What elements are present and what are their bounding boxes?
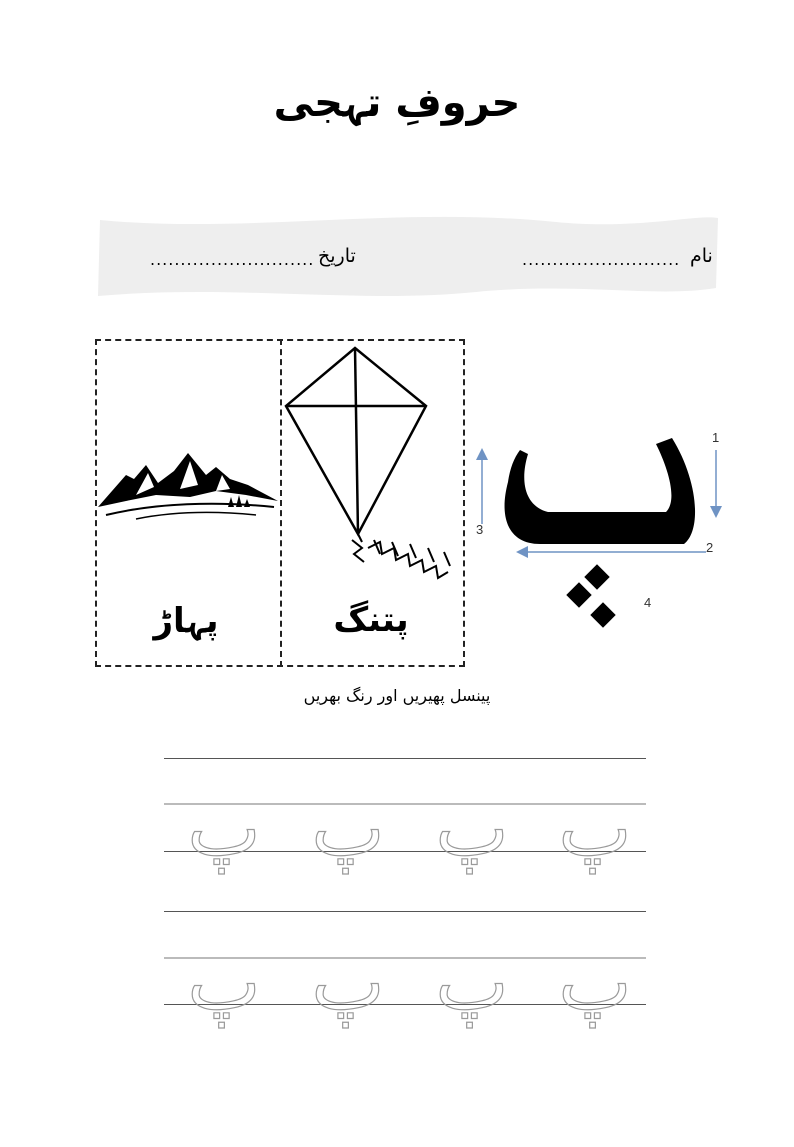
stroke-step-2: 2 xyxy=(706,540,714,555)
mountain-icon xyxy=(96,445,280,525)
kite-word: پتنگ xyxy=(333,600,409,640)
name-field[interactable]: .......................... xyxy=(522,250,681,269)
guide-line xyxy=(164,911,646,912)
page-title: حروفِ تہجی xyxy=(273,80,521,126)
trace-letter[interactable]: پ xyxy=(187,784,261,874)
trace-letter[interactable]: پ xyxy=(187,938,261,1028)
stroke-step-4: 4 xyxy=(644,595,652,610)
instruction-text: پینسل پھیریں اور رنگ بھریں xyxy=(303,686,491,705)
trace-letter[interactable]: پ xyxy=(558,784,632,874)
trace-letter[interactable]: پ xyxy=(435,784,509,874)
name-label: نام xyxy=(690,245,713,267)
trace-letter[interactable]: پ xyxy=(558,938,632,1028)
mountain-word: پہاڑ xyxy=(153,601,219,641)
trace-letter[interactable]: پ xyxy=(311,784,385,874)
stroke-step-1: 1 xyxy=(712,430,720,445)
date-field[interactable]: ........................... xyxy=(150,250,315,269)
trace-letter[interactable]: پ xyxy=(311,938,385,1028)
kite-icon xyxy=(282,342,464,592)
trace-letter[interactable]: پ xyxy=(435,938,509,1028)
stroke-step-3: 3 xyxy=(476,522,484,537)
guide-line xyxy=(164,758,646,759)
letter-stroke-guide xyxy=(470,420,730,650)
date-label: تاریخ xyxy=(318,245,356,267)
